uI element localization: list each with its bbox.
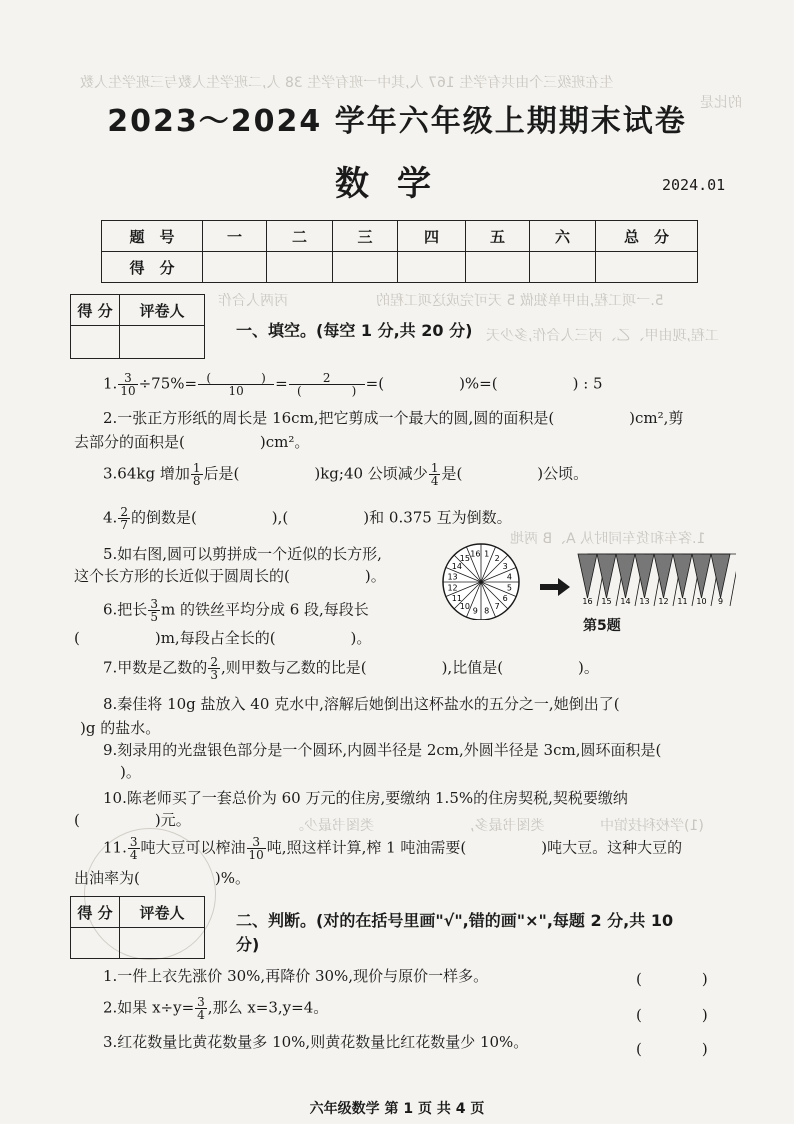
score-cell[interactable] [596, 252, 698, 283]
strip-number: 14 [620, 597, 631, 606]
wheel-number: 2 [494, 553, 500, 563]
score-header-cell: 六 [530, 221, 596, 252]
strip-number: 13 [639, 597, 650, 606]
bleed-text-mid2: 工程,现由甲、乙、丙三人合作,多少天 [486, 328, 719, 344]
score-table-score-row [102, 252, 698, 283]
score-cell[interactable] [466, 252, 530, 283]
question-7: 7.甲数是乙数的 $\frac{2}{3}$ ,则甲数与乙数的比是( ),比值是( )。 [103, 655, 599, 682]
score-header-cell: 总 分 [596, 221, 698, 252]
score-cell[interactable] [267, 252, 333, 283]
exam-date: 2024.01 [662, 176, 726, 194]
question-8-line2: )g 的盐水。 [80, 719, 161, 737]
grader-box-section1 [70, 294, 205, 359]
question-5-figure [436, 540, 736, 624]
grader-name-label: 评卷人 [120, 897, 205, 928]
question-1: 1. $\frac{3}{10}$ ÷75%= $\frac{( )}{10}$ = $\frac{2}{( )}$ =( )%=( ) : 5 [103, 371, 603, 398]
subject-title: 数学 [335, 164, 459, 204]
exam-title: 2023～2024 学年六年级上期期末试卷 [107, 104, 687, 139]
grader-score-label: 得 分 [71, 897, 120, 928]
bleed-text-mid4: 1.客车和货车同时从 A、B 两地 [510, 531, 706, 547]
wheel-number: 9 [472, 606, 478, 616]
judge-3-answer[interactable]: ( ) [636, 1040, 708, 1058]
score-header-cell: 四 [398, 221, 466, 252]
question-10-line1: 10.陈老师买了一套总价为 60 万元的住房,要缴纳 1.5%的住房契税,契税要缴纳 [103, 789, 628, 807]
score-table [101, 220, 698, 283]
judge-1: 1.一件上衣先涨价 30%,再降价 30%,现价与原价一样多。 [103, 967, 489, 985]
section1-title: 一、填空。(每空 1 分,共 20 分) [236, 321, 473, 340]
wheel-number: 15 [459, 553, 470, 563]
question-6-line2: ( )m,每段占全长的( )。 [74, 629, 372, 647]
score-cell[interactable] [333, 252, 398, 283]
wheel-number: 8 [484, 606, 490, 616]
bleed-text-mid6: 类图书最多, [470, 818, 545, 834]
wheel-number: 12 [447, 583, 458, 593]
circle-to-rectangle-figure [436, 540, 736, 620]
wheel-number: 11 [451, 594, 462, 604]
grader-score-label: 得 分 [71, 295, 120, 326]
grader-name-cell[interactable] [120, 928, 205, 959]
question-11-line2: 出油率为( )%。 [74, 869, 250, 887]
wheel-number: 5 [506, 583, 512, 593]
bleed-text-mid7: 类图书最少。 [290, 818, 374, 834]
question-2-line1: 2.一张正方形纸的周长是 16cm,把它剪成一个最大的圆,圆的面积是( )cm²,剪 [103, 409, 684, 427]
strip-number: 10 [696, 597, 707, 606]
score-row-label: 得 分 [102, 252, 203, 283]
score-table-header-row [102, 221, 698, 252]
question-11: 11. $\frac{3}{4}$ 吨大豆可以榨油 $\frac{3}{10}$ 吨,照这样计算,榨 1 吨油需要( )吨大豆。这种大豆的 [103, 835, 683, 862]
score-cell[interactable] [398, 252, 466, 283]
wheel-number: 16 [470, 549, 481, 559]
arrow-right-icon [540, 578, 570, 596]
grader-name-label: 评卷人 [120, 295, 205, 326]
bleed-text-mid1: 5.一项工程,由甲单独做 5 天可完成这项工程的 [376, 293, 664, 309]
question-8-line1: 8.秦佳将 10g 盐放入 40 克水中,溶解后她倒出这杯盐水的五分之一,她倒出了( [103, 695, 620, 713]
grader-score-cell[interactable] [71, 928, 120, 959]
question-3: 3.64kg 增加 $\frac{1}{8}$ 后是( )kg;40 公顷减少 $\frac{1}{4}$ 是( )公顷。 [103, 461, 589, 488]
question-5-line1: 5.如右图,圆可以剪拼成一个近似的长方形, [103, 545, 382, 563]
grader-score-cell[interactable] [71, 326, 120, 359]
bleed-text-mid3: 丙两人合作 [218, 293, 288, 309]
question-9-line2: )。 [120, 763, 141, 781]
wheel-number: 14 [451, 561, 462, 571]
score-cell[interactable] [530, 252, 596, 283]
judge-2-answer[interactable]: ( ) [636, 1006, 708, 1024]
judge-2: 2.如果 x÷y= $\frac{3}{4}$ ,那么 x=3,y=4。 [103, 995, 329, 1022]
wheel-number: 1 [484, 549, 490, 559]
strip-number: 11 [677, 597, 688, 606]
score-header-cell: 五 [466, 221, 530, 252]
question-6-line1: 6.把长 $\frac{3}{5}$ m 的铁丝平均分成 6 段,每段长 [103, 597, 369, 624]
page-footer: 六年级数学 第 1 页 共 4 页 [309, 1101, 485, 1117]
wheel-number: 4 [506, 572, 512, 582]
score-header-cell: 题 号 [102, 221, 203, 252]
question-4: 4. $\frac{2}{7}$ 的倒数是( ),( )和 0.375 互为倒数。 [103, 505, 512, 532]
bleed-text-top: 生在班级三个由共有学生 167 人,其中一班有学生 38 人,二班学生人数与三班学生人数 [80, 75, 614, 91]
wheel-number: 6 [502, 594, 508, 604]
score-header-cell: 一 [203, 221, 267, 252]
section2-title-line2: 分) [236, 935, 260, 954]
score-cell[interactable] [203, 252, 267, 283]
bleed-text-top2: 的比是 [700, 95, 742, 111]
strip-number: 16 [582, 597, 593, 606]
strip-number: 9 [717, 597, 724, 606]
question-9-line1: 9.刻录用的光盘银色部分是一个圆环,内圆半径是 2cm,外圆半径是 3cm,圆环面积是( [103, 741, 662, 759]
strip-number: 15 [601, 597, 612, 606]
grader-box-section2 [70, 896, 205, 959]
score-header-cell: 二 [267, 221, 333, 252]
wheel-number: 13 [447, 572, 458, 582]
section2-title-line1: 二、判断。(对的在括号里画"√",错的画"×",每题 2 分,共 10 [236, 911, 674, 930]
question-2-line2: 去部分的面积是( )cm²。 [74, 433, 310, 451]
question-5-line2: 这个长方形的长近似于圆周长的( )。 [74, 567, 386, 585]
score-header-cell: 三 [333, 221, 398, 252]
strip-sector-dark [578, 554, 597, 598]
grader-name-cell[interactable] [120, 326, 205, 359]
judge-1-answer[interactable]: ( ) [636, 970, 708, 988]
wheel-number: 7 [494, 602, 500, 612]
wheel-number: 3 [502, 561, 508, 571]
judge-3: 3.红花数量比黄花数量多 10%,则黄花数量比红花数量少 10%。 [103, 1033, 529, 1051]
wheel-number: 10 [459, 602, 470, 612]
bleed-text-mid5: (1)学校科技馆中 [600, 818, 704, 834]
strip-number: 12 [658, 597, 669, 606]
figure-caption: 第5题 [583, 618, 621, 634]
question-10-line2: ( )元。 [74, 811, 191, 829]
